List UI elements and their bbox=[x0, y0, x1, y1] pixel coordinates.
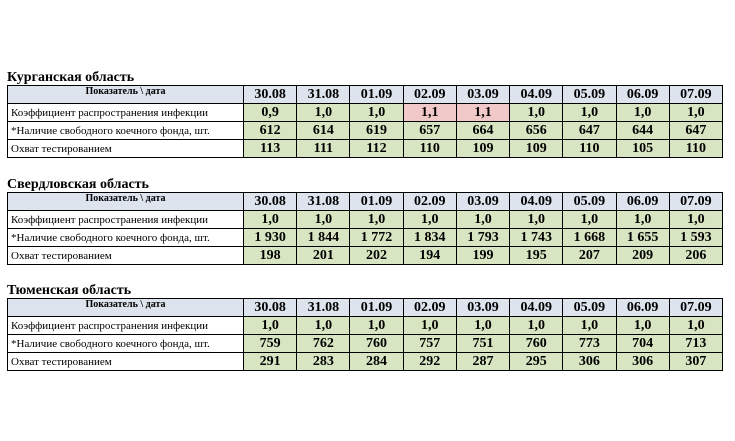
value-cell: 202 bbox=[350, 247, 403, 265]
table-row-beds bbox=[8, 335, 723, 353]
value-cell: 760 bbox=[510, 335, 563, 353]
value-cell: 1 772 bbox=[350, 229, 403, 247]
value-cell: 113 bbox=[244, 140, 297, 158]
value-cell: 1 930 bbox=[244, 229, 297, 247]
value-cell: 1,0 bbox=[563, 211, 616, 229]
value-cell: 647 bbox=[669, 122, 722, 140]
value-cell: 619 bbox=[350, 122, 403, 140]
value-cell: 1,0 bbox=[456, 211, 509, 229]
value-cell: 1,1 bbox=[403, 104, 456, 122]
date-header: 07.09 bbox=[669, 86, 722, 104]
row-label: Коэффициент распространения инфекции bbox=[8, 211, 244, 229]
value-cell: 1,0 bbox=[510, 211, 563, 229]
value-cell: 295 bbox=[510, 353, 563, 371]
indicator-table bbox=[7, 85, 723, 158]
value-cell: 307 bbox=[669, 353, 722, 371]
value-cell: 109 bbox=[510, 140, 563, 158]
value-cell: 112 bbox=[350, 140, 403, 158]
value-cell: 1,0 bbox=[669, 104, 722, 122]
value-cell: 1,0 bbox=[510, 104, 563, 122]
date-header: 04.09 bbox=[510, 86, 563, 104]
value-cell: 762 bbox=[297, 335, 350, 353]
date-header: 06.09 bbox=[616, 299, 669, 317]
value-cell: 287 bbox=[456, 353, 509, 371]
value-cell: 1 834 bbox=[403, 229, 456, 247]
value-cell: 109 bbox=[456, 140, 509, 158]
value-cell: 612 bbox=[244, 122, 297, 140]
row-label: *Наличие свободного коечного фонда, шт. bbox=[8, 335, 244, 353]
date-header: 04.09 bbox=[510, 299, 563, 317]
row-label: Коэффициент распространения инфекции bbox=[8, 317, 244, 335]
region-section bbox=[7, 177, 723, 265]
date-header: 01.09 bbox=[350, 86, 403, 104]
row-label: *Наличие свободного коечного фонда, шт. bbox=[8, 122, 244, 140]
value-cell: 1 668 bbox=[563, 229, 616, 247]
value-cell: 1,0 bbox=[403, 317, 456, 335]
table-row-beds bbox=[8, 122, 723, 140]
value-cell: 1 844 bbox=[297, 229, 350, 247]
date-header: 06.09 bbox=[616, 86, 669, 104]
table-row-coef bbox=[8, 211, 723, 229]
value-cell: 111 bbox=[297, 140, 350, 158]
value-cell: 1,0 bbox=[616, 211, 669, 229]
date-header: 31.08 bbox=[297, 86, 350, 104]
value-cell: 1,0 bbox=[669, 211, 722, 229]
value-cell: 773 bbox=[563, 335, 616, 353]
row-label: Охват тестированием bbox=[8, 140, 244, 158]
table-row-coef bbox=[8, 104, 723, 122]
value-cell: 1,0 bbox=[616, 104, 669, 122]
table-row-tests bbox=[8, 353, 723, 371]
date-header: 30.08 bbox=[244, 193, 297, 211]
value-cell: 105 bbox=[616, 140, 669, 158]
value-cell: 194 bbox=[403, 247, 456, 265]
value-cell: 1,0 bbox=[616, 317, 669, 335]
value-cell: 1,0 bbox=[563, 317, 616, 335]
value-cell: 195 bbox=[510, 247, 563, 265]
value-cell: 1,0 bbox=[510, 317, 563, 335]
value-cell: 759 bbox=[244, 335, 297, 353]
value-cell: 291 bbox=[244, 353, 297, 371]
date-header: 07.09 bbox=[669, 299, 722, 317]
value-cell: 283 bbox=[297, 353, 350, 371]
region-title: Тюменская область bbox=[7, 283, 132, 298]
value-cell: 713 bbox=[669, 335, 722, 353]
date-header: 05.09 bbox=[563, 86, 616, 104]
value-cell: 1,0 bbox=[297, 104, 350, 122]
value-cell: 644 bbox=[616, 122, 669, 140]
date-header: 03.09 bbox=[456, 193, 509, 211]
date-header: 02.09 bbox=[403, 86, 456, 104]
header-label: Показатель \ дата bbox=[8, 86, 244, 104]
header-label: Показатель \ дата bbox=[8, 193, 244, 211]
value-cell: 110 bbox=[403, 140, 456, 158]
value-cell: 198 bbox=[244, 247, 297, 265]
value-cell: 656 bbox=[510, 122, 563, 140]
value-cell: 757 bbox=[403, 335, 456, 353]
value-cell: 1,0 bbox=[350, 211, 403, 229]
value-cell: 110 bbox=[563, 140, 616, 158]
value-cell: 1,0 bbox=[244, 211, 297, 229]
value-cell: 292 bbox=[403, 353, 456, 371]
value-cell: 1 743 bbox=[510, 229, 563, 247]
indicator-table bbox=[7, 298, 723, 371]
indicator-table bbox=[7, 192, 723, 265]
value-cell: 0,9 bbox=[244, 104, 297, 122]
date-header: 30.08 bbox=[244, 299, 297, 317]
date-header: 03.09 bbox=[456, 86, 509, 104]
region-section bbox=[7, 70, 723, 158]
date-header: 06.09 bbox=[616, 193, 669, 211]
value-cell: 1 793 bbox=[456, 229, 509, 247]
table-row-coef bbox=[8, 317, 723, 335]
date-header: 01.09 bbox=[350, 299, 403, 317]
value-cell: 1,0 bbox=[297, 211, 350, 229]
value-cell: 614 bbox=[297, 122, 350, 140]
value-cell: 760 bbox=[350, 335, 403, 353]
date-header: 30.08 bbox=[244, 86, 297, 104]
table-header-row bbox=[8, 299, 723, 317]
value-cell: 1,0 bbox=[456, 317, 509, 335]
region-title: Свердловская область bbox=[7, 177, 149, 192]
value-cell: 1,0 bbox=[403, 211, 456, 229]
value-cell: 657 bbox=[403, 122, 456, 140]
value-cell: 1,0 bbox=[350, 317, 403, 335]
value-cell: 110 bbox=[669, 140, 722, 158]
row-label: Охват тестированием bbox=[8, 247, 244, 265]
value-cell: 1,0 bbox=[563, 104, 616, 122]
value-cell: 1,0 bbox=[350, 104, 403, 122]
value-cell: 1 593 bbox=[669, 229, 722, 247]
table-header-row bbox=[8, 86, 723, 104]
date-header: 05.09 bbox=[563, 299, 616, 317]
value-cell: 751 bbox=[456, 335, 509, 353]
row-label: *Наличие свободного коечного фонда, шт. bbox=[8, 229, 244, 247]
date-header: 07.09 bbox=[669, 193, 722, 211]
value-cell: 199 bbox=[456, 247, 509, 265]
row-label: Коэффициент распространения инфекции bbox=[8, 104, 244, 122]
value-cell: 306 bbox=[616, 353, 669, 371]
value-cell: 207 bbox=[563, 247, 616, 265]
date-header: 04.09 bbox=[510, 193, 563, 211]
value-cell: 209 bbox=[616, 247, 669, 265]
value-cell: 704 bbox=[616, 335, 669, 353]
value-cell: 1,0 bbox=[244, 317, 297, 335]
value-cell: 647 bbox=[563, 122, 616, 140]
date-header: 02.09 bbox=[403, 193, 456, 211]
table-row-tests bbox=[8, 247, 723, 265]
date-header: 05.09 bbox=[563, 193, 616, 211]
table-header-row bbox=[8, 193, 723, 211]
value-cell: 201 bbox=[297, 247, 350, 265]
value-cell: 306 bbox=[563, 353, 616, 371]
date-header: 03.09 bbox=[456, 299, 509, 317]
table-row-beds bbox=[8, 229, 723, 247]
value-cell: 206 bbox=[669, 247, 722, 265]
value-cell: 1 655 bbox=[616, 229, 669, 247]
value-cell: 664 bbox=[456, 122, 509, 140]
row-label: Охват тестированием bbox=[8, 353, 244, 371]
date-header: 31.08 bbox=[297, 193, 350, 211]
value-cell: 1,1 bbox=[456, 104, 509, 122]
region-title: Курганская область bbox=[7, 70, 135, 85]
value-cell: 1,0 bbox=[297, 317, 350, 335]
value-cell: 284 bbox=[350, 353, 403, 371]
date-header: 02.09 bbox=[403, 299, 456, 317]
region-section bbox=[7, 283, 723, 371]
date-header: 01.09 bbox=[350, 193, 403, 211]
value-cell: 1,0 bbox=[669, 317, 722, 335]
header-label: Показатель \ дата bbox=[8, 299, 244, 317]
table-row-tests bbox=[8, 140, 723, 158]
date-header: 31.08 bbox=[297, 299, 350, 317]
